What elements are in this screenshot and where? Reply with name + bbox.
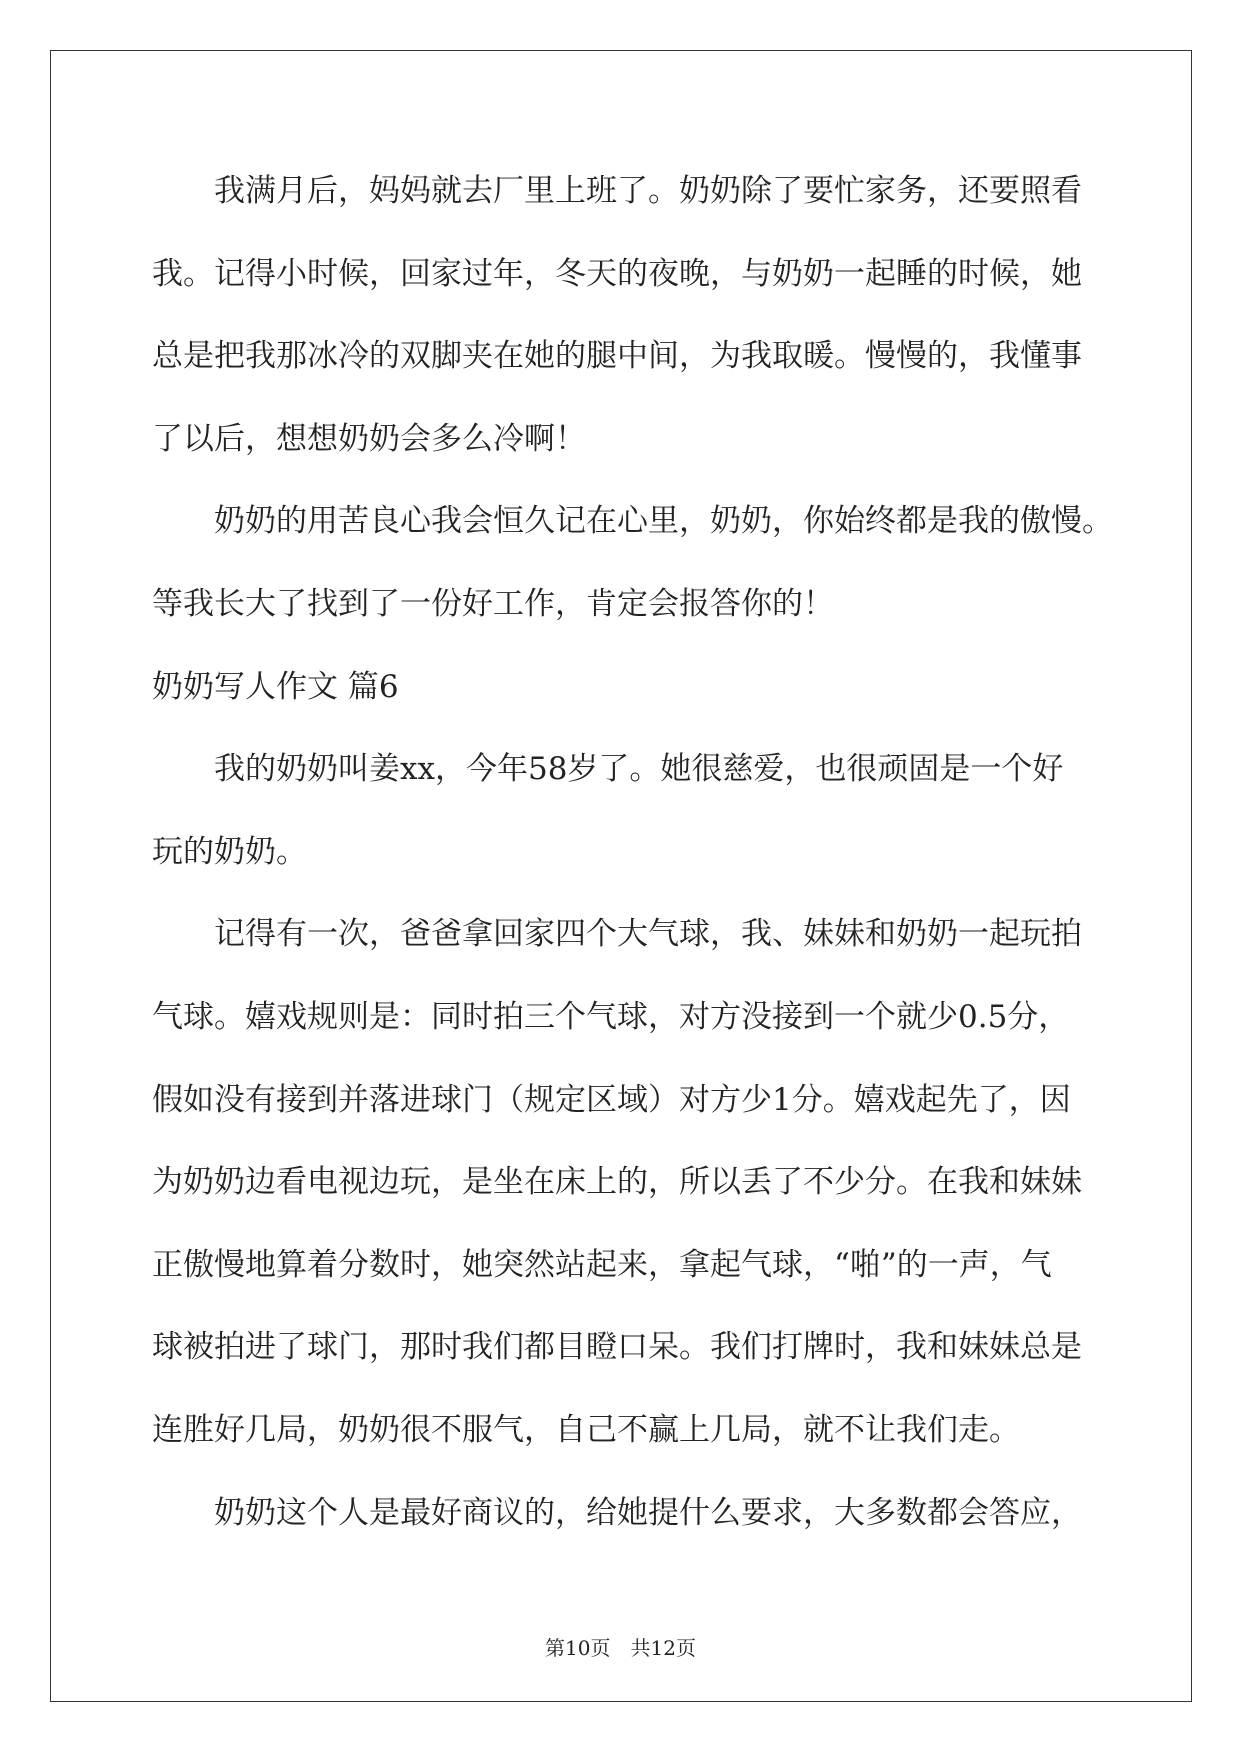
text-line: 等我长大了找到了一份好工作，肯定会报答你的！ — [152, 585, 834, 622]
text-line: 气球。嬉戏规则是：同时拍三个气球，对方没接到一个就少0.5分， — [152, 998, 1070, 1035]
text-line: 总是把我那冰冷的双脚夹在她的腿中间，为我取暖。慢慢的，我懂事 — [152, 338, 1082, 375]
page-footer — [0, 1632, 1241, 1661]
text-line: 我。记得小时候，回家过年，冬天的夜晚，与奶奶一起睡的时候，她 — [152, 255, 1082, 292]
page-total: 共12页 — [630, 1636, 696, 1660]
text-line: 奶奶这个人是最好商议的，给她提什么要求，大多数都会答应， — [214, 1494, 1082, 1531]
text-line: 为奶奶边看电视边玩，是坐在床上的，所以丢了不少分。在我和妹妹 — [152, 1164, 1082, 1201]
text-line: 连胜好几局，奶奶很不服气，自己不赢上几局，就不让我们走。 — [152, 1411, 1020, 1448]
document-body — [152, 165, 1113, 1569]
text-line: 玩的奶奶。 — [152, 833, 307, 870]
text-line: 了以后，想想奶奶会多么冷啊！ — [152, 420, 586, 457]
text-line: 奶奶的用苦良心我会恒久记在心里，奶奶，你始终都是我的傲慢。 — [214, 503, 1113, 540]
text-line: 记得有一次，爸爸拿回家四个大气球，我、妹妹和奶奶一起玩拍 — [214, 916, 1082, 953]
text-line: 我的奶奶叫姜xx，今年58岁了。她很慈爱，也很顽固是一个好 — [214, 751, 1064, 788]
text-line: 球被拍进了球门，那时我们都目瞪口呆。我们打牌时，我和妹妹总是 — [152, 1329, 1082, 1366]
text-line: 正傲慢地算着分数时，她突然站起来，拿起气球，“啪”的一声，气 — [152, 1246, 1052, 1283]
text-line: 假如没有接到并落进球门（规定区域）对方少1分。嬉戏起先了，因 — [152, 1081, 1071, 1118]
page-number: 第10页 — [545, 1636, 611, 1660]
text-line: 我满月后，妈妈就去厂里上班了。奶奶除了要忙家务，还要照看 — [214, 173, 1082, 209]
section-heading: 奶奶写人作文 篇6 — [152, 668, 399, 705]
